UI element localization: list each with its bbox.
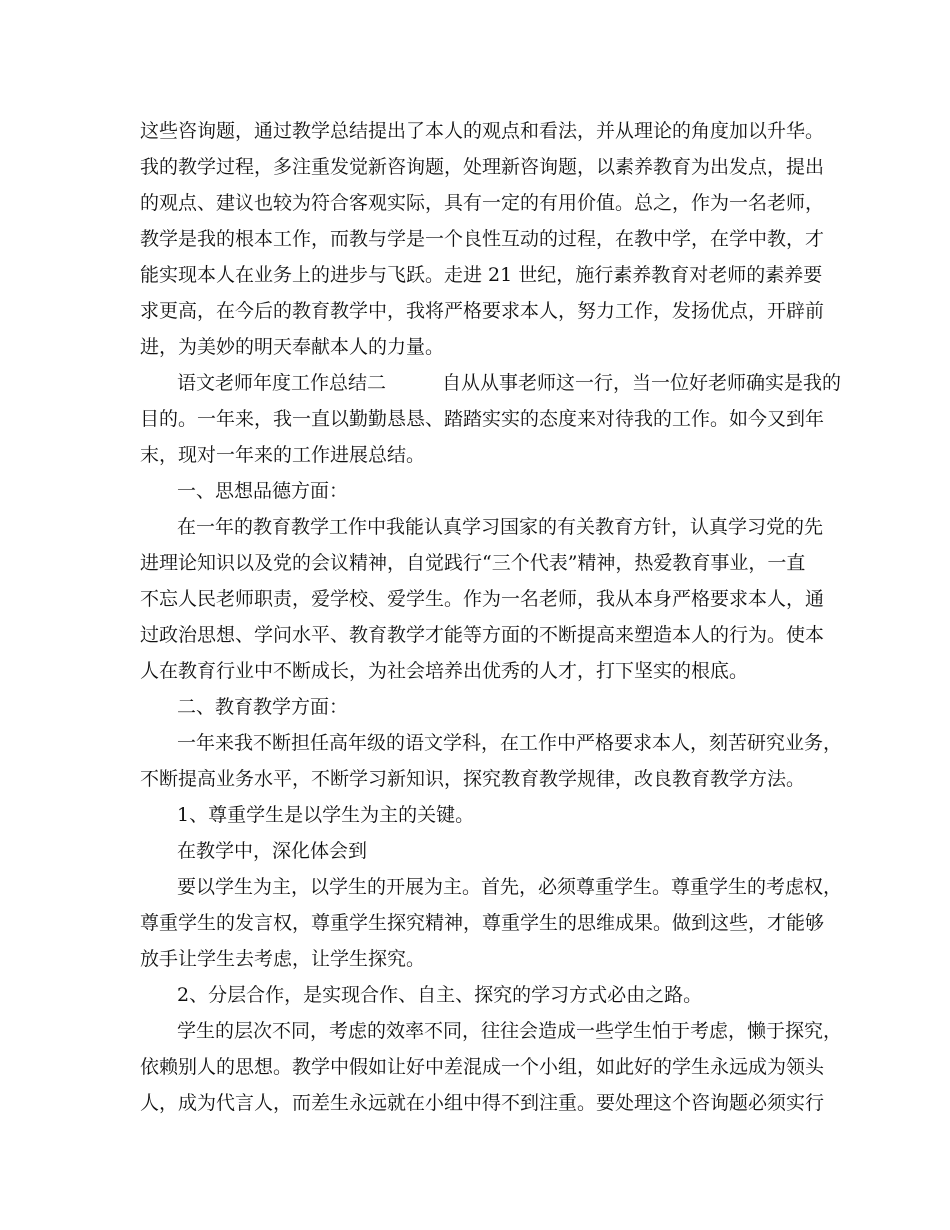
text-line: 求更高，在今后的教育教学中，我将严格要求本人，努力工作，发扬优点，开辟前 <box>140 300 825 322</box>
text-line: 进理论知识以及党的会议精神，自觉践行“三个代表”精神，热爱教育事业，一直 <box>140 552 806 574</box>
text-line: 在教学中，深化体会到 <box>177 840 368 862</box>
list-item-heading: 2、分层合作，是实现合作、自主、探究的学习方式必由之路。 <box>177 984 703 1006</box>
text-line: 不忘人民老师职责，爱学校、爱学生。作为一名老师，我从本身严格要求本人，通 <box>140 588 825 610</box>
text-line: 尊重学生的发言权，尊重学生探究精神，尊重学生的思维成果。做到这些，才能够 <box>140 912 825 934</box>
section-heading: 语文老师年度工作总结二 <box>177 372 387 394</box>
heading-continuation-text: 自从从事老师这一行，当一位好老师确实是我的 <box>442 372 842 394</box>
text-line: 人在教育行业中不断成长，为社会培养出优秀的人才，打下坚实的根底。 <box>140 660 749 682</box>
text-line: 过政治思想、学问水平、教育教学才能等方面的不断提高来塑造本人的行为。使本 <box>140 624 825 646</box>
text-line: 要以学生为主，以学生的开展为主。首先，必须尊重学生。尊重学生的考虑权， <box>177 876 843 898</box>
text-line: 一年来我不断担任高年级的语文学科，在工作中严格要求本人，刻苦研究业务， <box>177 732 843 754</box>
subsection-heading: 一、思想品德方面： <box>177 480 349 502</box>
text-line: 的观点、建议也较为符合客观实际，具有一定的有用价值。总之，作为一名老师， <box>140 192 825 214</box>
text-line: 学生的层次不同，考虑的效率不同，往往会造成一些学生怕于考虑，懒于探究， <box>177 1020 843 1042</box>
text-line: 这些咨询题，通过教学总结提出了本人的观点和看法，并从理论的角度加以升华。 <box>140 120 825 142</box>
text-line: 人，成为代言人，而差生永远就在小组中得不到注重。要处理这个咨询题必须实行 <box>140 1092 825 1114</box>
text-line: 能实现本人在业务上的进步与飞跃。走进 21 世纪，施行素养教育对老师的素养要 <box>140 264 823 286</box>
text-line: 我的教学过程，多注重发觉新咨询题，处理新咨询题，以素养教育为出发点，提出 <box>140 156 825 178</box>
subsection-heading: 二、教育教学方面： <box>177 696 349 718</box>
text-line: 不断提高业务水平，不断学习新知识，探究教育教学规律，改良教育教学方法。 <box>140 768 806 790</box>
text-line: 进，为美妙的明天奉献本人的力量。 <box>140 336 445 358</box>
text-line: 教学是我的根本工作，而教与学是一个良性互动的过程，在教中学，在学中教，才 <box>140 228 825 250</box>
text-line: 在一年的教育教学工作中我能认真学习国家的有关教育方针，认真学习党的先 <box>177 516 824 538</box>
text-line: 依赖别人的思想。教学中假如让好中差混成一个小组，如此好的学生永远成为领头 <box>140 1056 825 1078</box>
text-line: 末，现对一年来的工作进展总结。 <box>140 444 426 466</box>
text-line: 目的。一年来，我一直以勤勤恳恳、踏踏实实的态度来对待我的工作。如今又到年 <box>140 408 825 430</box>
list-item-heading: 1、尊重学生是以学生为主的关键。 <box>177 804 475 826</box>
text-line: 放手让学生去考虑，让学生探究。 <box>140 948 426 970</box>
section-heading-line <box>0 366 950 400</box>
